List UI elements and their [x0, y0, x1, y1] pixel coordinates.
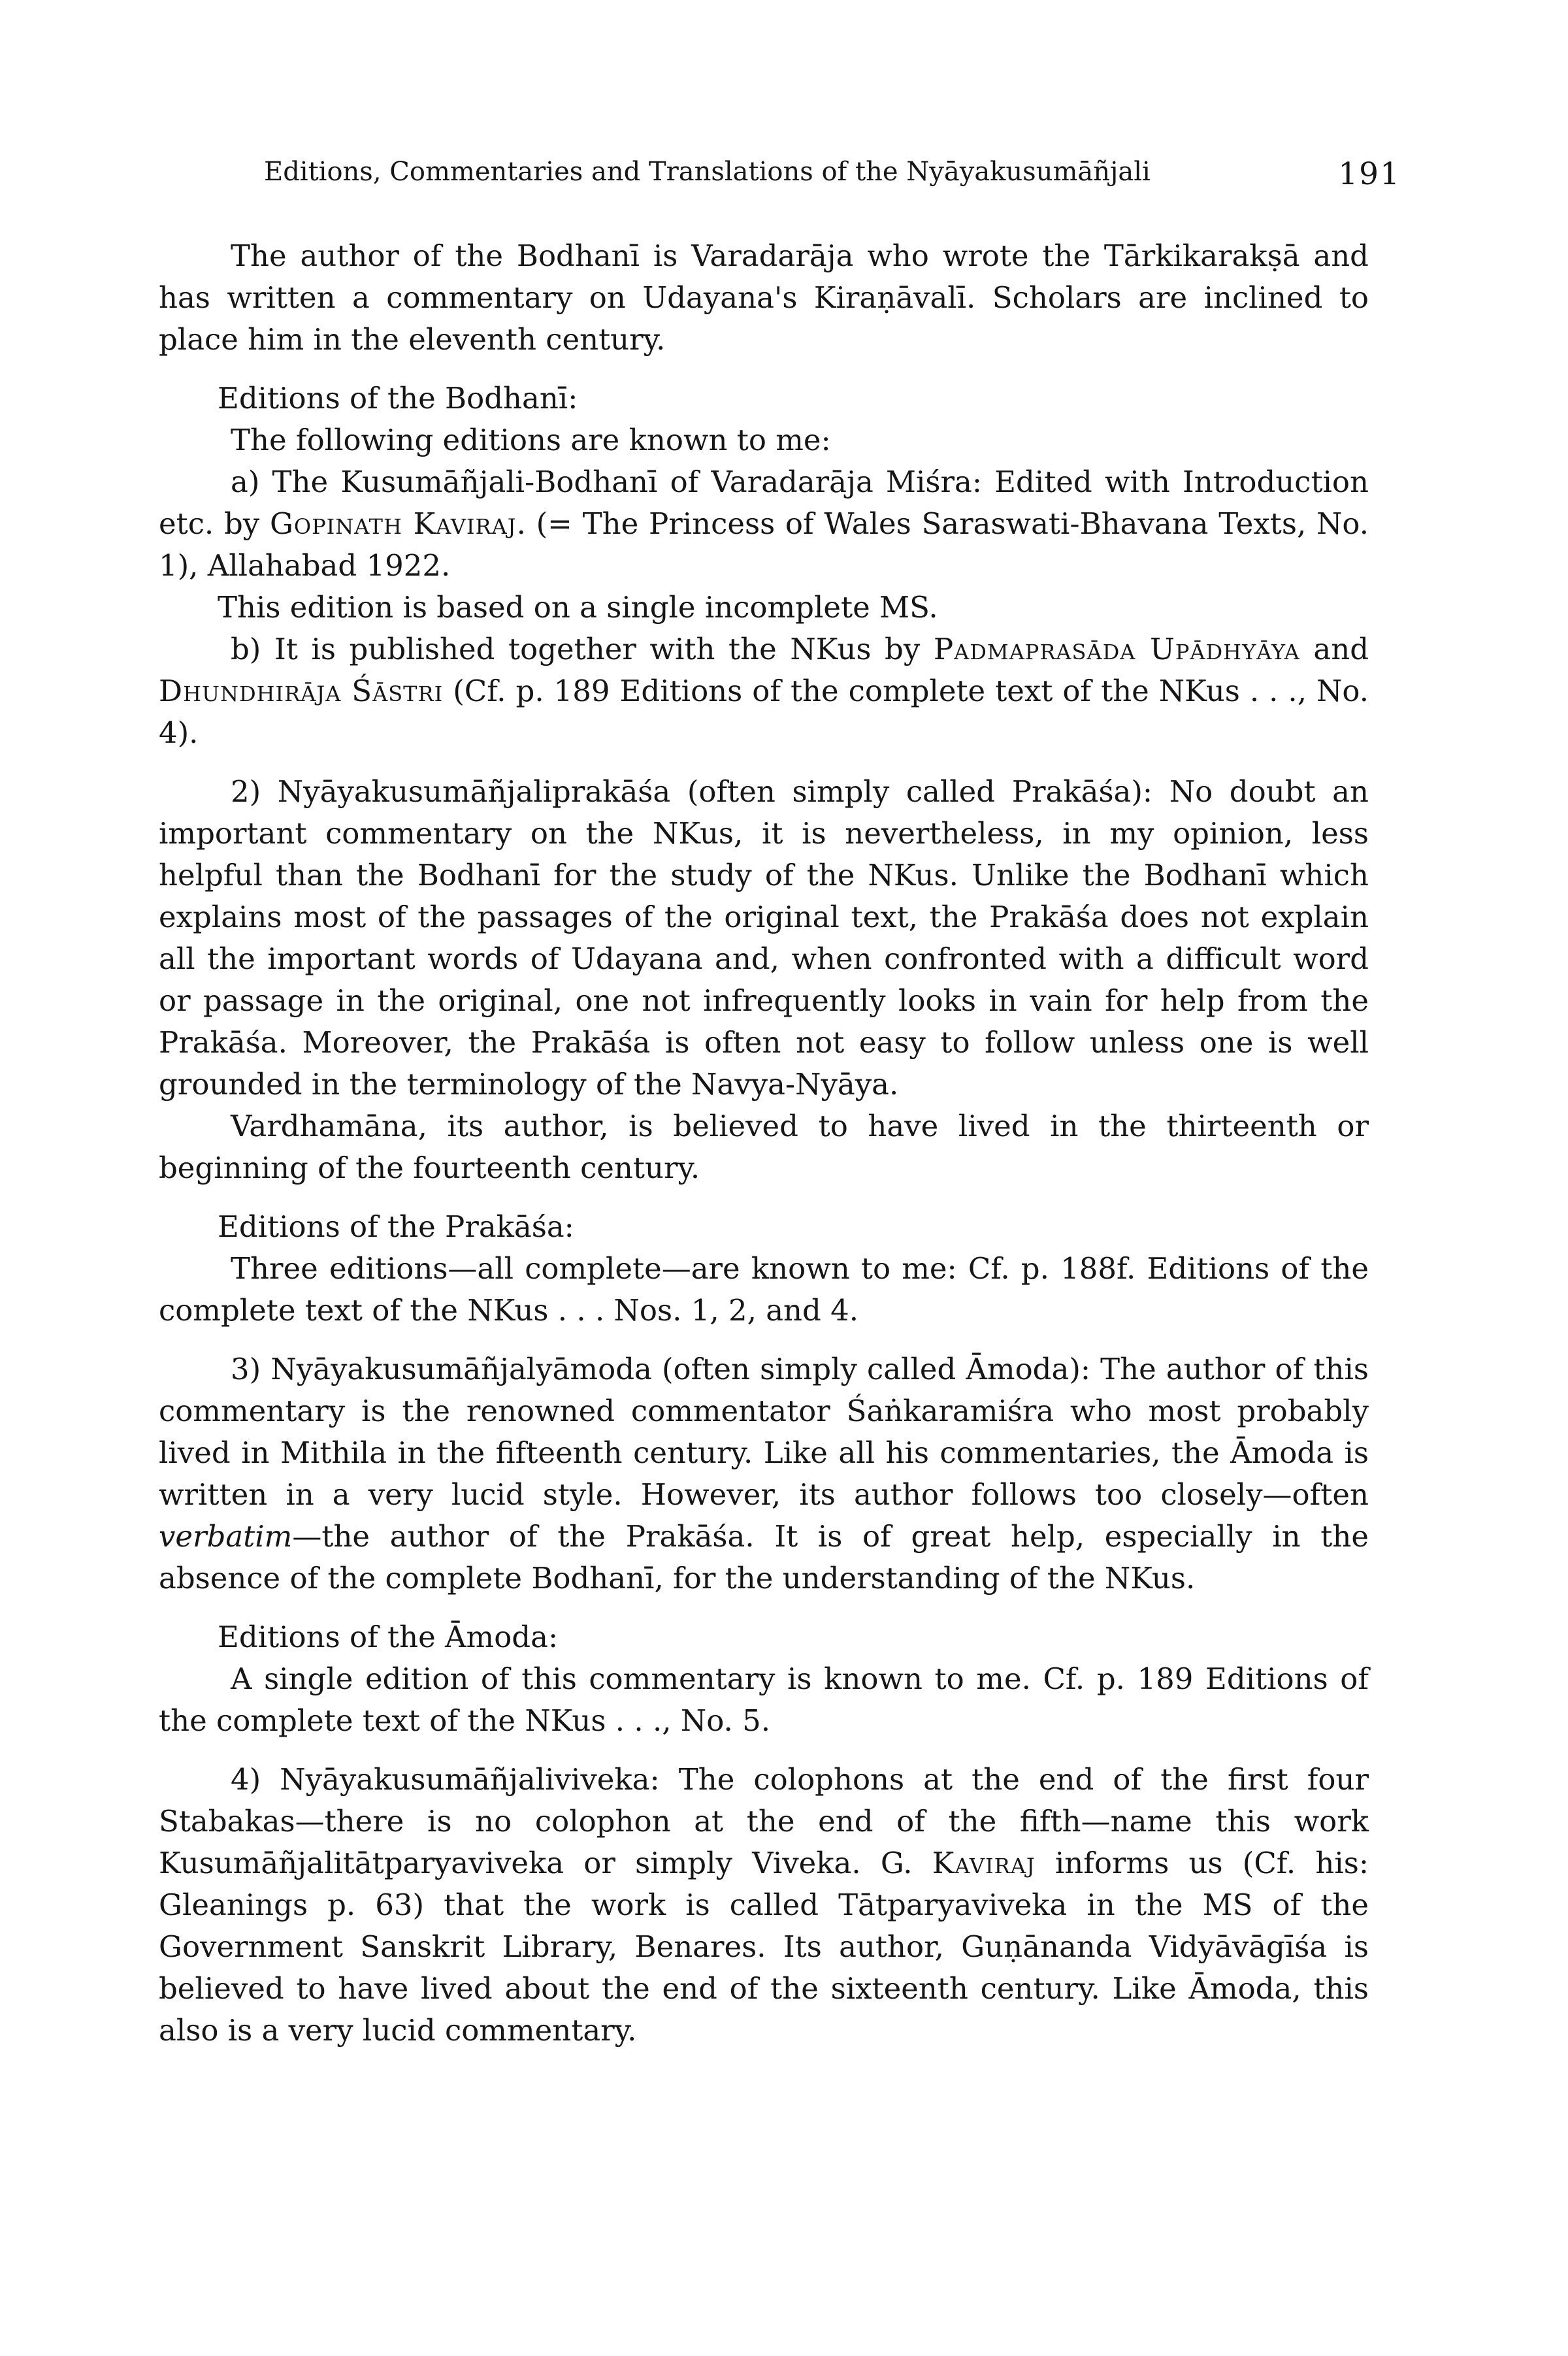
paragraph-viveka: 4) Nyāyakusumāñjaliviveka: The colophons at the end of the first four Stabakas—there is no colophon at the end of the fifth—name this work Kusumāñjalitātparyaviveka or simply Viveka. G. Kaviraj informs us (Cf. his: Gleanings p. 63) that the work is called Tātparyaviveka in the MS of the Government Sanskrit Library, Benares. Its author, Guṇānanda Vidyāvāgīśa is believed to have lived about the end of the sixteenth century. Like Āmoda, this also is a very lucid commentary. [159, 1762, 1369, 2048]
italic-term: verbatim [159, 1519, 293, 1554]
heading-editions-amoda: Editions of the Āmoda: [218, 1620, 559, 1654]
paragraph-following-editions: The following editions are known to me: [231, 423, 831, 457]
body-text [159, 235, 1369, 2052]
paragraph-bodhani-author: The author of the Bodhanī is Varadarāja who wrote the Tārkikarakṣā and has written a commentary on Udayana's Kiraṇāvalī. Scholars are inclined to place him in the eleventh century. [159, 238, 1369, 357]
heading-editions-prakasa: Editions of the Prakāśa: [218, 1209, 574, 1244]
paragraph-edition-b: b) It is published together with the NKus by Padmaprasāda Upādhyāya and Dhundhirāja Śāstri (Cf. p. 189 Editions of the complete text of the NKus . . ., No. 4). [159, 632, 1369, 750]
paragraph-three-editions: Three editions—all complete—are known to me: Cf. p. 188f. Editions of the complete text of the NKus . . . Nos. 1, 2, and 4. [159, 1251, 1369, 1328]
paragraph-single-edition: A single edition of this commentary is known to me. Cf. p. 189 Editions of the complete text of the NKus . . ., No. 5. [159, 1661, 1369, 1738]
running-head [264, 149, 1401, 195]
heading-editions-bodhani: Editions of the Bodhanī: [218, 381, 578, 416]
author-name: Dhundhirāja Śāstri [159, 674, 444, 708]
author-name: Gopinath Kaviraj [269, 506, 517, 541]
page-number: 191 [1338, 156, 1401, 192]
paragraph-edition-a: a) The Kusumāñjali-Bodhanī of Varadarāja Miśra: Edited with Introduction etc. by Gopinath Kaviraj. (= The Princess of Wales Saraswati-Bhavana Texts, No. 1), Allahabad 1922. [159, 465, 1369, 583]
paragraph-amoda: 3) Nyāyakusumāñjalyāmoda (often simply called Āmoda): The author of this commentary is the renowned commentator Śaṅkaramiśra who most probably lived in Mithila in the fifteenth century. Like all his commentaries, the Āmoda is written in a very lucid style. However, its author follows too closely—often verbatim—the author of the Prakāśa. It is of great help, especially in the absence of the complete Bodhanī, for the understanding of the NKus. [159, 1352, 1369, 1595]
running-head-title: Editions, Commentaries and Translations of the Nyāyakusumāñjali [264, 157, 1151, 187]
author-name: Padmaprasāda Upādhyāya [933, 632, 1300, 666]
paragraph-vardhamana: Vardhamāna, its author, is believed to have lived in the thirteenth or beginning of the fourteenth century. [159, 1109, 1369, 1185]
paragraph-edition-a-note: This edition is based on a single incomplete MS. [218, 590, 938, 625]
author-name: Kaviraj [932, 1846, 1036, 1880]
paragraph-prakasa: 2) Nyāyakusumāñjaliprakāśa (often simply called Prakāśa): No doubt an important commentary on the NKus, it is nevertheless, in my opinion, less helpful than the Bodhanī for the study of the NKus. Unlike the Bodhanī which explains most of the passages of the original text, the Prakāśa does not explain all the important words of Udayana and, when confronted with a difficult word or passage in the original, one not infrequently looks in vain for help from the Prakāśa. Moreover, the Prakāśa is often not easy to follow unless one is well grounded in the terminology of the Navya-Nyāya. [159, 774, 1369, 1102]
